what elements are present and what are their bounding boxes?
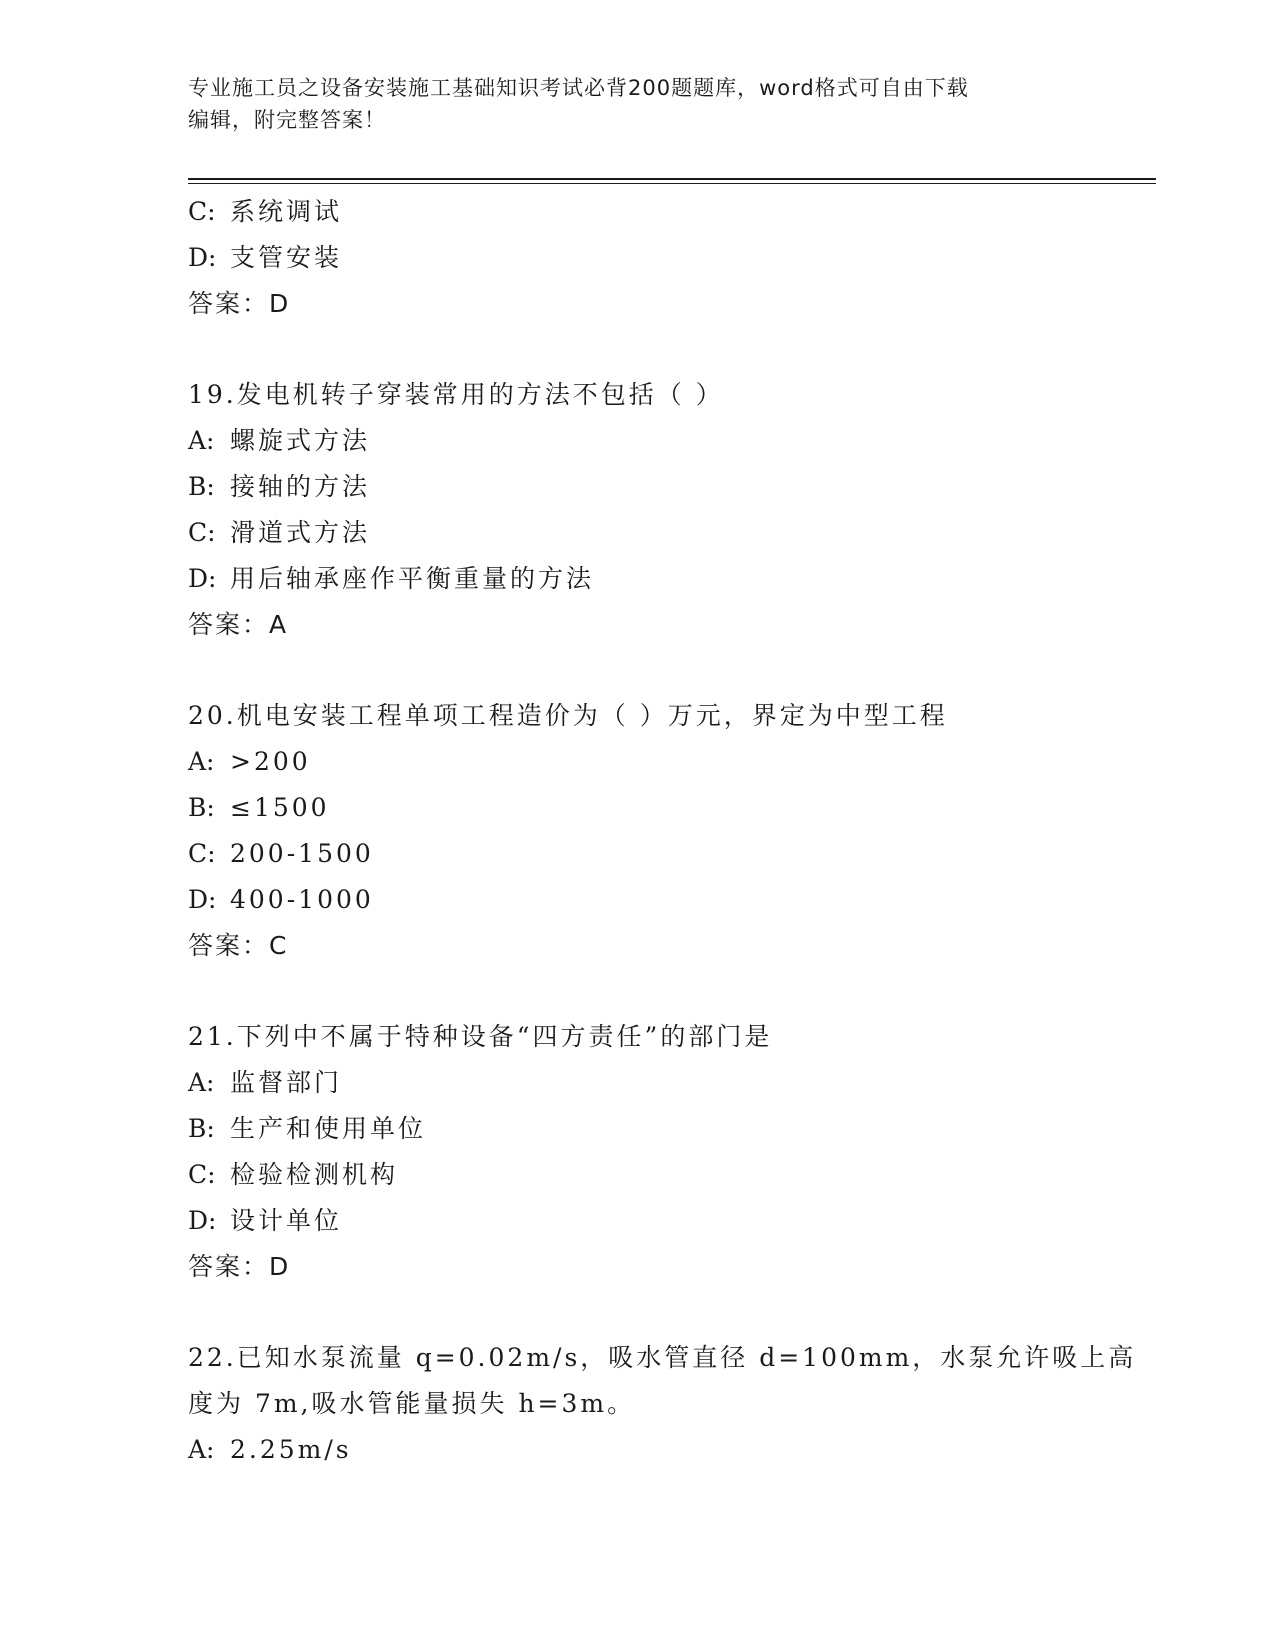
option-text: 200-1500 xyxy=(230,839,374,868)
option-d xyxy=(188,235,1088,281)
option-label: A: xyxy=(188,747,215,776)
option-c xyxy=(188,1152,1088,1198)
option-text: 400-1000 xyxy=(230,885,374,914)
option-text: 接轴的方法 xyxy=(230,472,371,501)
option-text: ≤1500 xyxy=(230,793,330,822)
option-a xyxy=(188,1427,1088,1473)
option-c xyxy=(188,831,1088,877)
spacer xyxy=(188,969,1088,1014)
option-c xyxy=(188,189,1088,235)
option-text: 系统调试 xyxy=(230,197,343,226)
option-a xyxy=(188,1060,1088,1106)
question-22 xyxy=(188,1335,1137,1473)
option-label: C: xyxy=(188,197,216,226)
header-title-line-1: 专业施工员之设备安装施工基础知识考试必背200题题库，word格式可自由下载 xyxy=(188,76,969,100)
option-b xyxy=(188,785,1088,831)
option-a xyxy=(188,739,1088,785)
option-text: 2.25m/s xyxy=(230,1435,352,1464)
option-text: 检验检测机构 xyxy=(230,1160,399,1189)
option-label: D: xyxy=(188,564,217,593)
option-label: A: xyxy=(188,426,215,455)
question-21 xyxy=(188,1014,1088,1290)
option-b xyxy=(188,464,1088,510)
option-d xyxy=(188,556,1088,602)
question-stem: 21.下列中不属于特种设备“四方责任”的部门是 xyxy=(188,1022,773,1051)
option-label: D: xyxy=(188,885,217,914)
option-label: B: xyxy=(188,793,215,822)
question-stem-line-1: 22.已知水泵流量 q=0.02m/s，吸水管直径 d=100mm，水泵允许吸上高 xyxy=(188,1343,1137,1372)
answer: 答案：C xyxy=(188,931,289,960)
option-b xyxy=(188,1106,1088,1152)
answer: 答案：D xyxy=(188,1252,291,1281)
spacer xyxy=(188,648,1088,693)
option-label: B: xyxy=(188,472,215,501)
option-text: 监督部门 xyxy=(230,1068,343,1097)
option-text: 支管安装 xyxy=(230,243,343,272)
option-text: 螺旋式方法 xyxy=(230,426,371,455)
option-label: D: xyxy=(188,1206,217,1235)
answer: 答案：A xyxy=(188,610,289,639)
document-header xyxy=(188,72,1068,136)
option-label: A: xyxy=(188,1068,215,1097)
option-label: B: xyxy=(188,1114,215,1143)
option-label: C: xyxy=(188,518,216,547)
option-label: C: xyxy=(188,839,216,868)
option-text: 生产和使用单位 xyxy=(230,1114,427,1143)
option-d xyxy=(188,1198,1088,1244)
header-title-line-2: 编辑，附完整答案！ xyxy=(188,108,386,132)
option-d xyxy=(188,877,1088,923)
option-text: 设计单位 xyxy=(230,1206,343,1235)
spacer xyxy=(188,1290,1088,1335)
spacer xyxy=(188,327,1088,372)
question-stem: 20.机电安装工程单项工程造价为（ ）万元，界定为中型工程 xyxy=(188,701,948,730)
question-stem-line-2: 度为 7m,吸水管能量损失 h=3m。 xyxy=(188,1389,636,1418)
option-text: 用后轴承座作平衡重量的方法 xyxy=(230,564,595,593)
option-label: C: xyxy=(188,1160,216,1189)
option-text: >200 xyxy=(230,747,311,776)
option-c xyxy=(188,510,1088,556)
option-text: 滑道式方法 xyxy=(230,518,371,547)
answer: 答案：D xyxy=(188,289,291,318)
option-label: A: xyxy=(188,1435,215,1464)
question-stem: 19.发电机转子穿装常用的方法不包括（ ） xyxy=(188,380,724,409)
option-label: D: xyxy=(188,243,217,272)
question-19 xyxy=(188,372,1088,648)
question-18 xyxy=(188,189,1088,327)
header-divider-thick xyxy=(188,178,1156,180)
question-20 xyxy=(188,693,1088,969)
header-divider-thin xyxy=(188,183,1156,184)
question-list xyxy=(188,189,1137,1473)
option-a xyxy=(188,418,1088,464)
